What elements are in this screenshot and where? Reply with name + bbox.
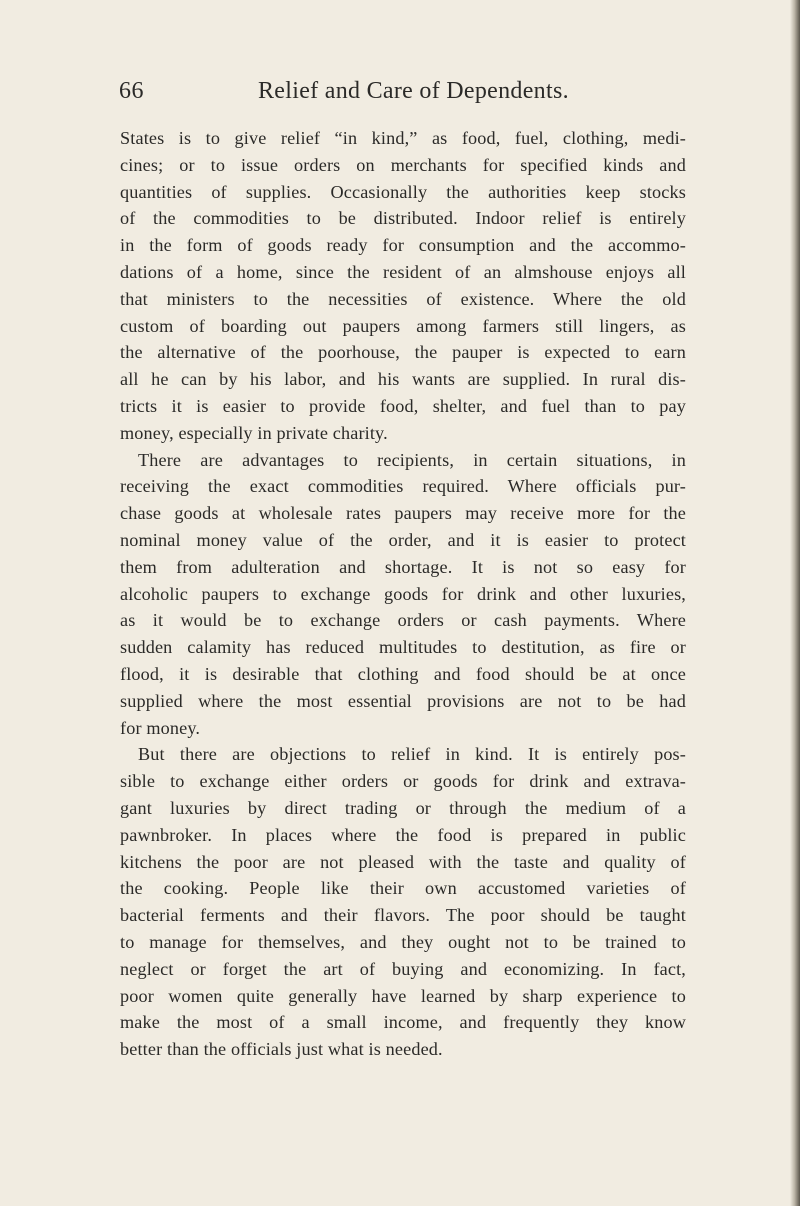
text-line: make the most of a small income, and frequently they know xyxy=(120,1012,686,1033)
text-line: dations of a home, since the resident of an almshouse enjoys all xyxy=(120,261,686,282)
text-line: alcoholic paupers to exchange goods for drink and other luxuries, xyxy=(120,583,686,604)
page-header xyxy=(0,78,800,118)
text-line: But there are objections to relief in kind. It is entirely pos- xyxy=(138,744,686,765)
text-line: chase goods at wholesale rates paupers may receive more for the xyxy=(120,503,686,524)
text-line: them from adulteration and shortage. It is not so easy for xyxy=(120,556,686,577)
text-line: for money. xyxy=(120,717,201,738)
text-line: all he can by his labor, and his wants are supplied. In rural dis- xyxy=(120,369,686,390)
text-line: bacterial ferments and their flavors. The poor should be taught xyxy=(120,905,686,926)
text-line: sible to exchange either orders or goods for drink and extrava- xyxy=(120,771,686,792)
text-line: There are advantages to recipients, in certain situations, in xyxy=(138,449,686,470)
text-line: supplied where the most essential provisions are not to be had xyxy=(120,690,686,711)
text-line: kitchens the poor are not pleased with the taste and quality of xyxy=(120,851,686,872)
text-line: that ministers to the necessities of existence. Where the old xyxy=(120,288,686,309)
text-line: money, especially in private charity. xyxy=(120,422,388,443)
text-line: flood, it is desirable that clothing and food should be at once xyxy=(120,663,686,684)
text-line: in the form of goods ready for consumption and the accommo- xyxy=(120,235,686,256)
text-line: the cooking. People like their own accustomed varieties of xyxy=(120,878,686,899)
text-line: poor women quite generally have learned by sharp experience to xyxy=(120,985,686,1006)
paragraph xyxy=(120,447,686,742)
running-title: Relief and Care of Dependents. xyxy=(258,78,569,104)
page-number: 66 xyxy=(119,78,144,104)
text-line: the alternative of the poorhouse, the pauper is expected to earn xyxy=(120,342,686,363)
text-line: pawnbroker. In places where the food is prepared in public xyxy=(120,824,686,845)
text-line: neglect or forget the art of buying and economizing. In fact, xyxy=(120,958,686,979)
text-line: States is to give relief “in kind,” as food, fuel, clothing, medi- xyxy=(120,128,686,148)
text-line: cines; or to issue orders on merchants for specified kinds and xyxy=(120,154,686,175)
text-line: as it would be to exchange orders or cash payments. Where xyxy=(120,610,686,631)
page-edge-shadow xyxy=(790,0,800,1206)
text-line: gant luxuries by direct trading or through the medium of a xyxy=(120,797,686,818)
text-line: to manage for themselves, and they ought not to be trained to xyxy=(120,931,686,952)
text-line: sudden calamity has reduced multitudes to destitution, as fire or xyxy=(120,637,686,658)
paragraph xyxy=(120,125,686,447)
text-line: custom of boarding out paupers among farmers still lingers, as xyxy=(120,315,686,336)
paragraph xyxy=(120,741,686,1063)
text-line: receiving the exact commodities required. Where officials pur- xyxy=(120,476,686,497)
text-line: nominal money value of the order, and it is easier to protect xyxy=(120,529,686,550)
text-line: of the commodities to be distributed. Indoor relief is entirely xyxy=(120,208,686,229)
body-text xyxy=(120,125,686,1063)
text-line: better than the officials just what is needed. xyxy=(120,1039,443,1060)
text-line: tricts it is easier to provide food, shelter, and fuel than to pay xyxy=(120,395,686,416)
text-line: quantities of supplies. Occasionally the authorities keep stocks xyxy=(120,181,686,202)
